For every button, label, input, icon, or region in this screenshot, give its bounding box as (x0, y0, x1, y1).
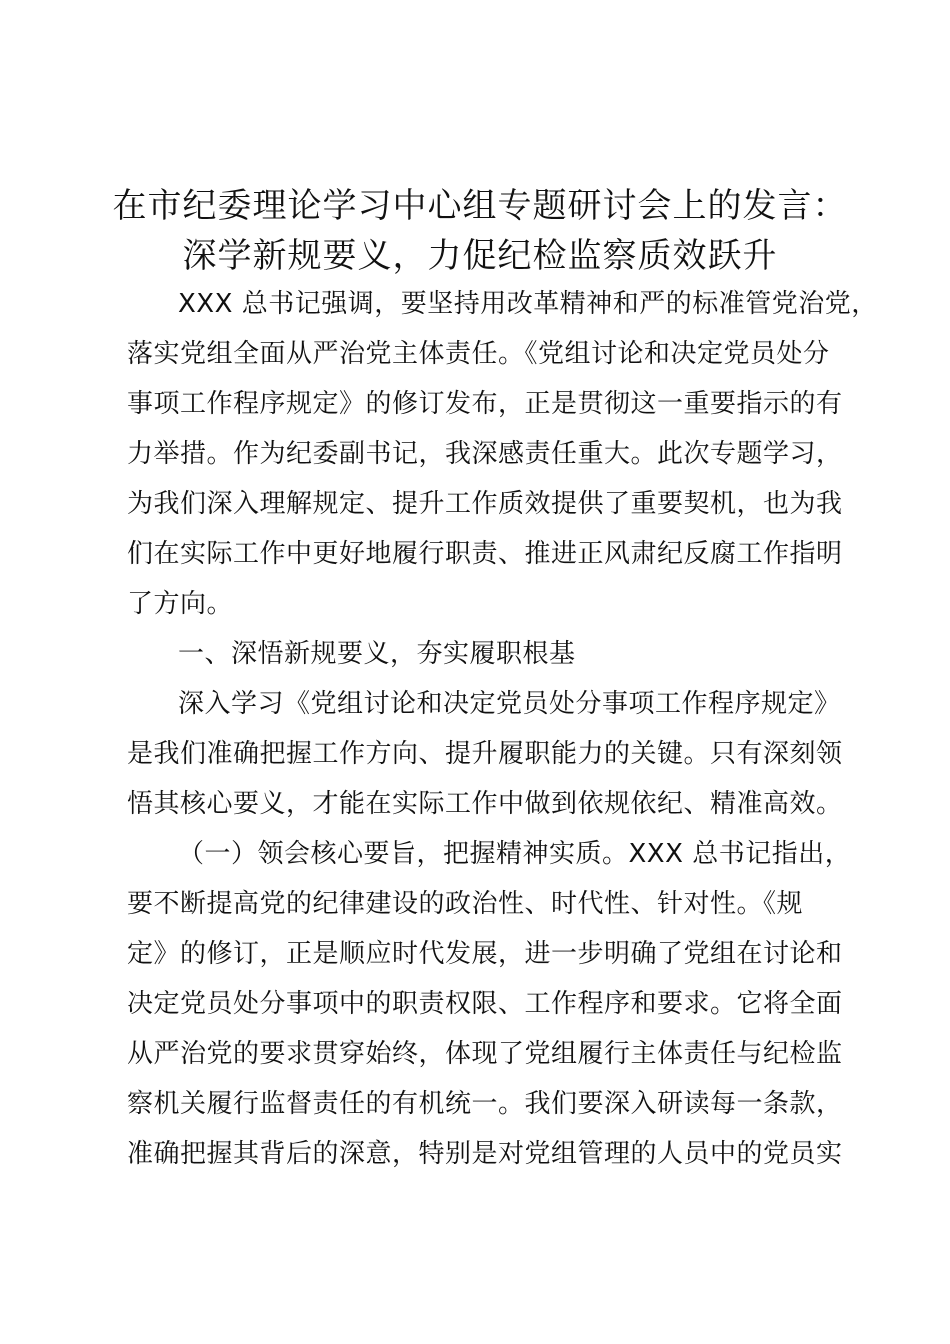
paragraph-line: 悟其核心要义，才能在实际工作中做到依规依纪、精准高效。 (127, 789, 843, 819)
document-title-line-2: 深学新规要义，力促纪检监察质效跃升 (182, 236, 778, 276)
paragraph-line: 从严治党的要求贯穿始终，体现了党组履行主体责任与纪检监 (127, 1039, 843, 1069)
section-heading: 一、深悟新规要义，夯实履职根基 (178, 639, 576, 669)
paragraph-line: 决定党员处分事项中的职责权限、工作程序和要求。它将全面 (127, 989, 843, 1019)
paragraph-line: 准确把握其背后的深意，特别是对党组管理的人员中的党员实 (127, 1139, 843, 1169)
paragraph-line: 落实党组全面从严治党主体责任。《党组讨论和决定党员处分 (127, 339, 830, 369)
paragraph-line: 力举措。作为纪委副书记，我深感责任重大。此次专题学习， (127, 439, 843, 469)
paragraph-line: 要不断提高党的纪律建设的政治性、时代性、针对性。《规 (127, 889, 804, 919)
document-title-line-1: 在市纪委理论学习中心组专题研讨会上的发言： (112, 186, 848, 226)
paragraph-line: 了方向。 (127, 589, 234, 619)
paragraph-line: 深入学习《党组讨论和决定党员处分事项工作程序规定》 (178, 689, 841, 719)
paragraph-line: 察机关履行监督责任的有机统一。我们要深入研读每一条款， (127, 1089, 843, 1119)
paragraph-line: 是我们准确把握工作方向、提升履职能力的关键。只有深刻领 (127, 739, 843, 769)
paragraph-line: 们在实际工作中更好地履行职责、推进正风肃纪反腐工作指明 (127, 539, 843, 569)
paragraph-line: 为我们深入理解规定、提升工作质效提供了重要契机，也为我 (127, 489, 843, 519)
paragraph-line: XXX 总书记强调，要坚持用改革精神和严的标准管党治党， (178, 289, 878, 319)
paragraph-line: （一）领会核心要旨，把握精神实质。XXX 总书记指出， (178, 839, 852, 869)
paragraph-line: 事项工作程序规定》的修订发布，正是贯彻这一重要指示的有 (127, 389, 843, 419)
paragraph-line: 定》的修订，正是顺应时代发展，进一步明确了党组在讨论和 (127, 939, 843, 969)
